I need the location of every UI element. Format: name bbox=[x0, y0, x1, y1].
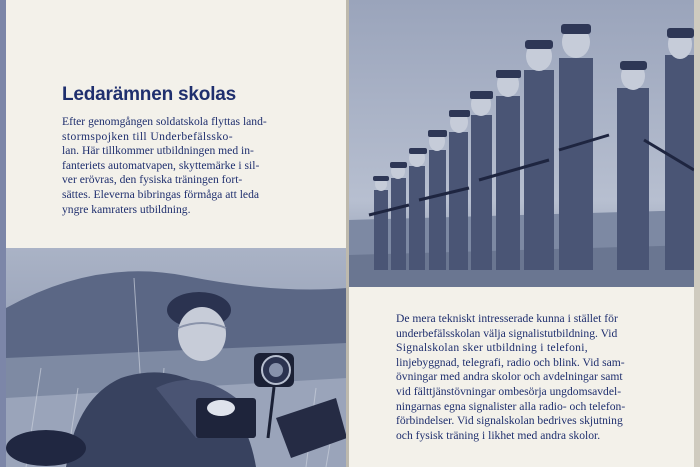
text-line: Efter genomgången soldatskola flyttas land- bbox=[62, 115, 267, 128]
text-line: och fysisk träning i likhet med andra skolor. bbox=[396, 428, 601, 442]
text-line: sättes. Eleverna bibringas förmåga att leda bbox=[62, 187, 260, 201]
text-line: övningar med andra skolor och avdelningar samt bbox=[396, 370, 623, 384]
text-line: De mera tekniskt intresserade kunna i stället för bbox=[396, 312, 618, 325]
photo-soldiers-in-line bbox=[349, 0, 694, 287]
page-heading: Ledarämnen skolas bbox=[62, 84, 237, 105]
text-line: förbindelser. Vid signalskolan bedrives skjutning bbox=[396, 414, 623, 428]
text-line: underbefälsskolan välja signalistutbildning. Vid bbox=[396, 326, 618, 340]
text-line: lan. Här tillkommer utbildningen med in- bbox=[62, 144, 254, 158]
text-line: ver erövras, den fysiska träningen fort- bbox=[62, 173, 243, 187]
book-edge-right bbox=[694, 0, 700, 467]
photo-signalist-with-lamp bbox=[6, 248, 347, 467]
right-page bbox=[349, 0, 694, 467]
text-line: ningarnas egna signalister alla radio- och telefon- bbox=[396, 399, 626, 413]
left-paragraph bbox=[62, 115, 302, 217]
text-line: linjebyggnad, telegrafi, radio och blink. Vid sam- bbox=[396, 355, 625, 369]
text-line: fanteriets automatvapen, skyttemärke i sil- bbox=[62, 158, 260, 172]
text-line: stormspojken till Underbefälsskо- bbox=[62, 129, 233, 143]
text-line: vid fälttjänstövningar ombesörja ungdomsavdel- bbox=[396, 384, 622, 398]
left-page bbox=[6, 0, 347, 467]
text-line: yngre kamraters utbildning. bbox=[62, 202, 191, 216]
right-paragraph bbox=[396, 312, 682, 443]
text-line: Signalskolan sker utbildning i telefoni, bbox=[396, 341, 589, 355]
